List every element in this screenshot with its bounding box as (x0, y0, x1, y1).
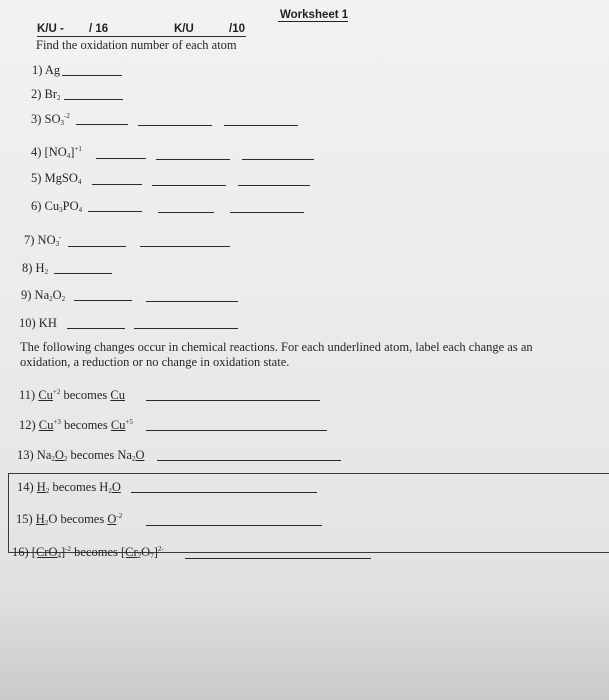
answer-line-7a[interactable] (68, 246, 126, 247)
answer-line-9a[interactable] (74, 300, 132, 301)
ku-score-1: / 16 (89, 23, 109, 35)
answer-line-8a[interactable] (54, 273, 112, 274)
answer-line-10a[interactable] (67, 328, 125, 329)
question-10: 10) KH (19, 316, 57, 330)
question-6: 6) $Cu_3PO_4$ (31, 199, 83, 214)
ku-score-2: /10 (229, 23, 245, 35)
answer-line-1a[interactable] (62, 75, 122, 76)
ku-label-2: K/U (174, 23, 194, 35)
answer-line-3b[interactable] (138, 125, 212, 126)
question-8: 8) $H_2$ (22, 261, 49, 276)
instruction-part-b: The following changes occur in chemical reactions. For each underlined atom, label each change as an oxidation, a reduction or no change in oxidation state. (20, 340, 533, 369)
ku-label-1: K/U - (37, 23, 64, 35)
instruction-part-a: Find the oxidation number of each atom (36, 38, 237, 52)
answer-line-16[interactable] (185, 558, 371, 559)
answer-line-3a[interactable] (76, 124, 128, 125)
answer-line-14[interactable] (131, 492, 317, 493)
answer-line-5c[interactable] (238, 185, 310, 186)
question-13: 13) $Na_2O_2$ becomes $Na_2O$ (17, 448, 145, 463)
answer-line-3c[interactable] (224, 125, 298, 126)
question-9: 9) $Na_2O_2$ (21, 288, 66, 303)
question-5: 5) MgSO$_4$ (31, 171, 82, 186)
answer-line-6c[interactable] (230, 212, 304, 213)
question-11: 11) $Cu^{+2}$ becomes Cu (19, 388, 125, 402)
answer-line-4b[interactable] (156, 159, 230, 160)
answer-line-13[interactable] (157, 460, 341, 461)
answer-line-11[interactable] (146, 400, 320, 401)
page-shadow (0, 590, 609, 700)
answer-line-4a[interactable] (96, 158, 146, 159)
ku-score-line (37, 36, 246, 37)
answer-line-2a[interactable] (64, 99, 123, 100)
worksheet-title: Worksheet 1 (280, 9, 349, 21)
question-12: 12) $Cu^{+3}$ becomes $Cu^{+5}$ (19, 418, 133, 432)
question-1: 1) Ag (32, 63, 61, 77)
question-4: 4) $[NO_4]^{+1}$ (31, 145, 82, 160)
question-14: 14) $H_2$ becomes $H_2O$ (17, 480, 121, 495)
answer-line-12[interactable] (146, 430, 327, 431)
answer-line-10b[interactable] (134, 328, 238, 329)
answer-line-5a[interactable] (92, 184, 142, 185)
title-underline (278, 21, 348, 22)
question-16: 16) $[CrO_4]^{-2}$ becomes $[Cr_2O_7]^{2-}$ (12, 545, 164, 560)
answer-line-5b[interactable] (152, 185, 226, 186)
answer-line-7b[interactable] (140, 246, 230, 247)
question-15: 15) $H_2O$ becomes $O^{-2}$ (16, 512, 123, 527)
answer-line-6a[interactable] (88, 211, 142, 212)
answer-line-9b[interactable] (146, 301, 238, 302)
question-2: 2) $Br_2$ (31, 87, 61, 102)
question-7: 7) $NO_3^-$ (24, 233, 62, 248)
answer-line-15[interactable] (146, 525, 322, 526)
question-3: 3) $SO_3^{-2}$ (31, 112, 70, 127)
answer-line-4c[interactable] (242, 159, 314, 160)
answer-line-6b[interactable] (158, 212, 214, 213)
